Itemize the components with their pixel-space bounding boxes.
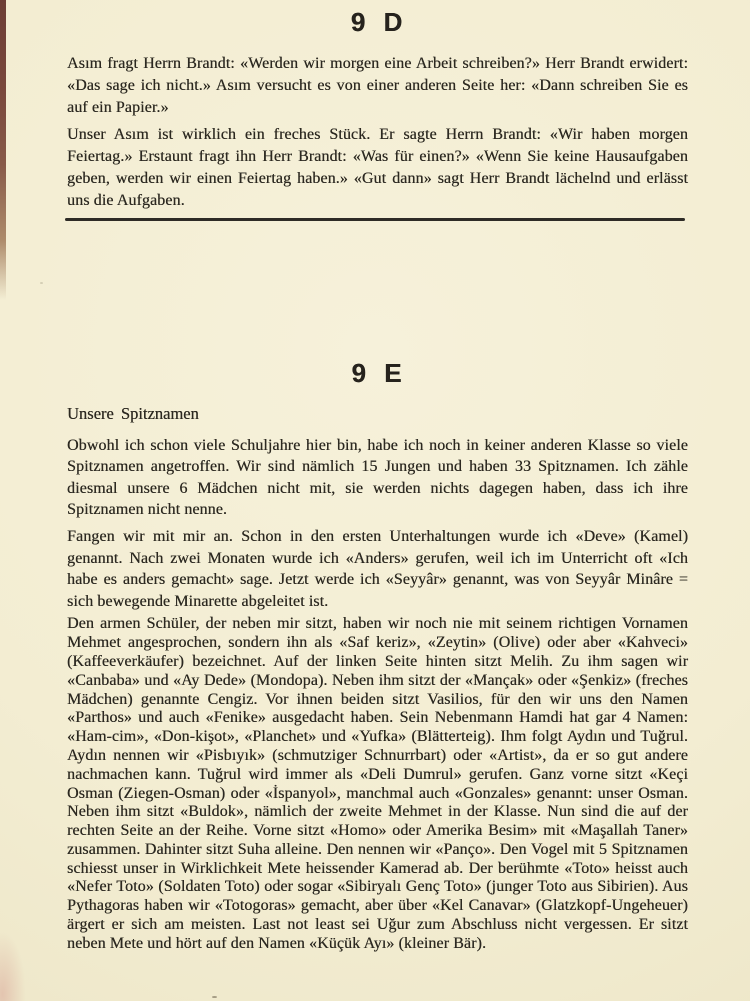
section-subtitle: Unsere Spitznamen xyxy=(67,403,199,423)
paragraph-9e-3: Den armen Schüler, der neben mir sitzt, haben wir noch nie mit seinem richtigen Vornamen Mehmet angesprochen, sondern ihn als «Saf keriz», «Zeytin» (Olive) oder aber «Kahveci» (Kaffeeverkäufer) bezeichnet. Auf der linken Seite hinten sitzt Melih. Zu ihm sagen wir «Canbaba» und «Ay Dede» (Mondopa). Neben ihm sitzt der «Mançak» oder «Şenkiz» (freches Mädchen) genannte Cengiz. Vor ihnen beiden sitzt Vasilios, für den wir uns den Namen «Parthos» und auch «Fenike» ausgedacht haben. Sein Nebenmann Hamdi hat gar 4 Namen: «Ham-cim», «Don-kişot», «Planchet» und «Yufka» (Blätterteig). Ihm folgt Aydın und Tuğrul. Aydın nennen wir «Pisbıyık» (schmutziger Schnurrbart) oder «Artist», da er so gut andere nachmachen kann. Tuğrul wird immer als «Deli Dumrul» gerufen. Ganz vorne sitzt «Keçi Osman (Ziegen-Osman) oder «İspanyol», manchmal auch «Gonzales» genannt: unser Osman. Neben ihm sitzt «Buldok», nämlich der zweite Mehmet in der Klasse. Nun sind die auf der rechten Seite an der Reihe. Vorne sitzt «Homo» oder Amerika Besim» mit «Maşallah Taner» zusammen. Dahinter sitzt Suha alleine. Den nennen wir «Panço». Den Vogel mit 5 Spitznamen schiesst unser in Wirklichkeit Mete heissender Kamerad ab. Der berühmte «Toto» heisst auch «Nefer Toto» (Soldaten Toto) oder sogar «Sibiryalı Genç Toto» (junger Toto aus Sibirien). Aus Pythagoras haben wir «Totogoras» gemacht, aber über «Kel Canavar» (Glatzkopf-Ungeheuer) ärgert er sich am meisten. Last not least sei Uğur zum Abschluss nicht vergessen. Er sitzt neben Mete und hört auf den Namen «Küçük Ayı» (kleiner Bär). xyxy=(67,615,688,952)
scan-speck xyxy=(212,996,217,998)
scan-edge-artifact xyxy=(0,0,6,300)
paragraph-9e-2: Fangen wir mit mir an. Schon in den ersten Unterhaltungen wurde ich «Deve» (Kamel) genannt. Nach zwei Monaten wurde ich «Anders» gerufen, weil ich im Unterricht oft «Ich habe es anders gemacht» sage. Jetzt werde ich «Seyyâr» genannt, was von Seyyâr Minâre = sich bewegende Minarette abgeleitet ist. xyxy=(67,527,688,610)
paragraph-9e-1: Obwohl ich schon viele Schuljahre hier bin, habe ich noch in keiner anderen Klasse so viele Spitznamen angetroffen. Wir sind nämlich 15 Jungen und haben 33 Spitznamen. Ich zähle diesmal unsere 6 Mädchen nicht mit, sie werden nichts dagegen haben, dass ich ihre Spitznamen nicht nenne. xyxy=(67,436,688,519)
paragraph-9d-1: Asım fragt Herrn Brandt: «Werden wir morgen eine Arbeit schreiben?» Herr Brandt erwidert: «Das sage ich nicht.» Asım versucht es von einer anderen Seite her: «Dann schreiben Sie es auf ein Papier.» xyxy=(67,55,688,116)
section-divider xyxy=(65,218,685,221)
paragraph-9d-2: Unser Asım ist wirklich ein freches Stück. Er sagte Herrn Brandt: «Wir haben morgen Feiertag.» Erstaunt fragt ihn Herr Brandt: «Was für einen?» «Wenn Sie keine Hausaufgaben geben, werden wir einen Feiertag haben.» «Gut dann» sagt Herr Brandt lächelnd und erlässt uns die Aufgaben. xyxy=(67,126,688,209)
scan-speck xyxy=(40,282,43,284)
section-heading-9e: 9 E xyxy=(351,357,404,388)
section-9e xyxy=(67,359,688,954)
section-9d xyxy=(67,8,688,212)
page-content xyxy=(67,0,688,954)
section-heading-9d: 9 D xyxy=(350,7,405,37)
scan-smudge-artifact xyxy=(0,931,26,1001)
